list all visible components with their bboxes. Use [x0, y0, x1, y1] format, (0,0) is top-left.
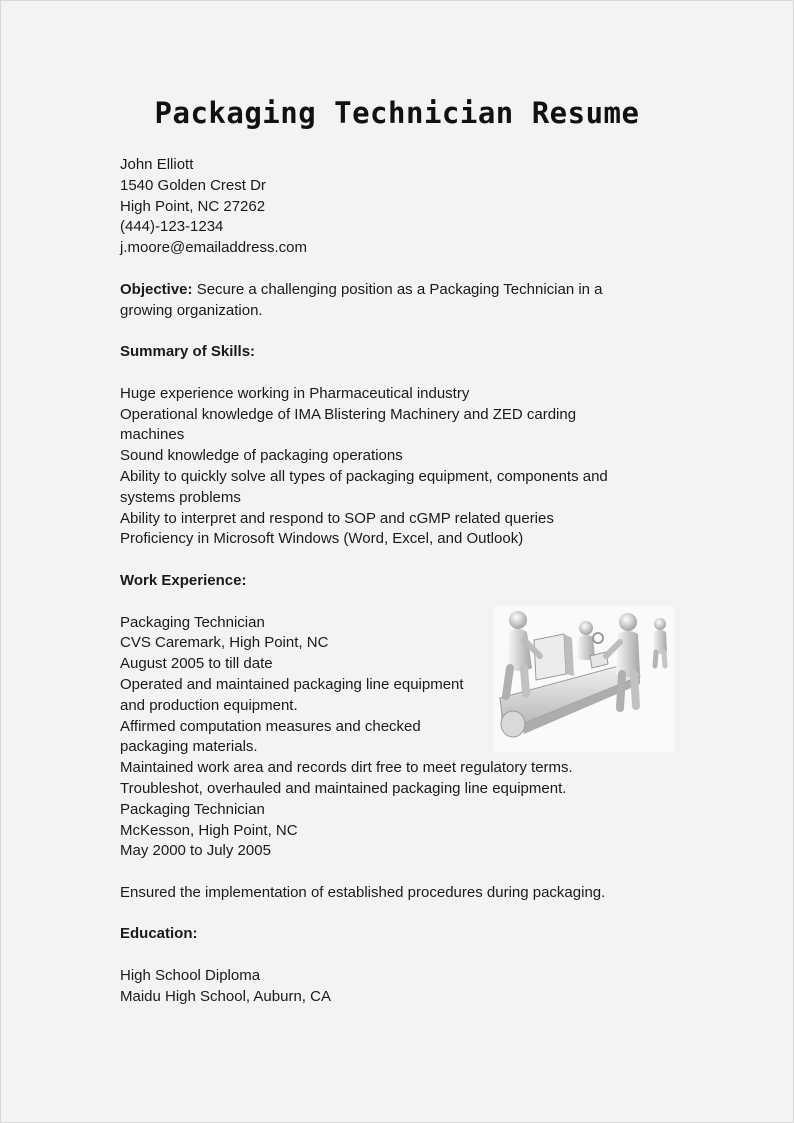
contact-phone: (444)-123-1234: [120, 218, 224, 236]
skill-item: Ability to interpret and respond to SOP and cGMP related queries: [120, 509, 554, 527]
contact-name: John Elliott: [120, 156, 194, 173]
education-degree: High School Diploma: [120, 967, 261, 985]
job-dates: August 2005 to till date: [120, 655, 273, 673]
experience-heading: Work Experience:: [120, 571, 247, 589]
contact-email: j.moore@emailaddress.com: [120, 239, 307, 257]
education-heading: Education:: [120, 925, 198, 943]
job-duty: Operated and maintained packaging line equipment and production equipment.: [120, 675, 464, 714]
objective: [120, 280, 645, 322]
job-duty: Maintained work area and records dirt free to meet regulatory terms.: [120, 759, 573, 777]
skill-item: Ability to quickly solve all types of packaging equipment, components and systems problems: [120, 467, 608, 506]
objective-text: Secure a challenging position as a Packaging Technician in a growing organization.: [120, 280, 603, 319]
job-title: Packaging Technician: [120, 800, 265, 818]
skills-heading: Summary of Skills:: [120, 343, 256, 361]
education-school: Maidu High School, Auburn, CA: [120, 987, 331, 1005]
job-company: McKesson, High Point, NC: [120, 821, 298, 839]
contact-address-line-2: High Point, NC 27262: [120, 197, 266, 215]
job-duty: Troubleshot, overhauled and maintained packaging line equipment.: [120, 779, 567, 797]
job-dates: May 2000 to July 2005: [120, 842, 271, 860]
job-duty: Ensured the implementation of established procedures during packaging.: [120, 883, 606, 901]
skill-item: Huge experience working in Pharmaceutical industry: [120, 384, 470, 402]
skill-item: Sound knowledge of packaging operations: [120, 447, 403, 465]
resume-body: [120, 155, 680, 1008]
job-title: Packaging Technician: [120, 613, 265, 631]
job-duty: Affirmed computation measures and checked packaging materials.: [120, 717, 421, 756]
workers-conveyor-illustration: [494, 606, 674, 752]
contact-address-line-1: 1540 Golden Crest Dr: [120, 176, 266, 194]
skill-item: Proficiency in Microsoft Windows (Word, Excel, and Outlook): [120, 530, 524, 548]
job-company: CVS Caremark, High Point, NC: [120, 634, 329, 652]
objective-label: Objective:: [120, 280, 193, 298]
skill-item: Operational knowledge of IMA Blistering Machinery and ZED carding machines: [120, 405, 577, 444]
resume-title: Packaging Technician Resume: [154, 96, 640, 130]
